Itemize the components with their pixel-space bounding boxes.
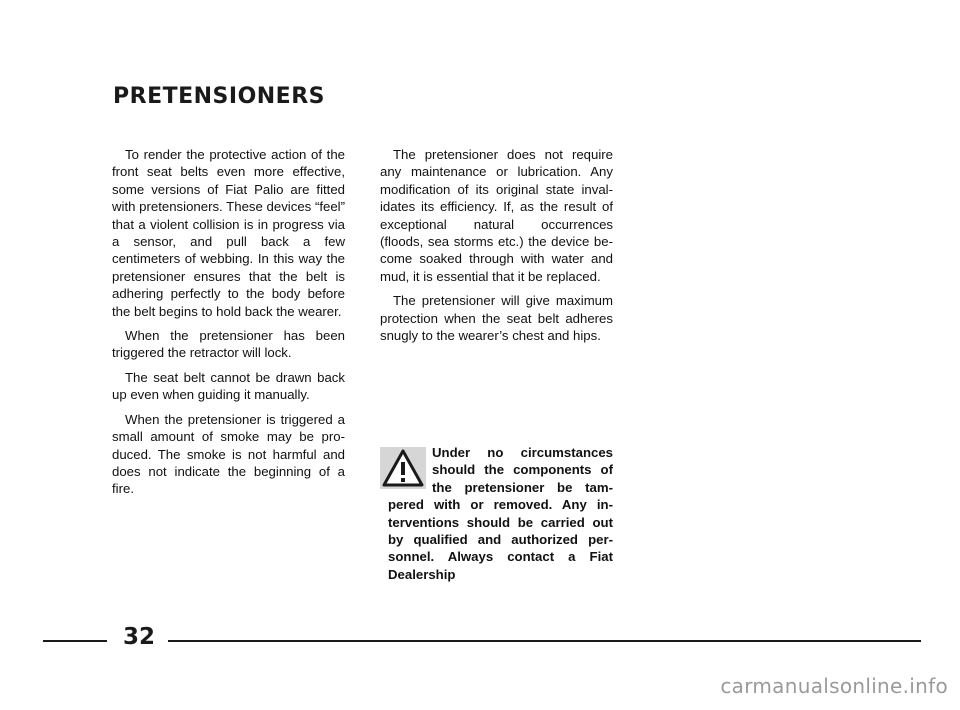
paragraph: The seat belt cannot be drawn back up even when guiding it manually.	[112, 369, 345, 403]
page-number: 32	[122, 624, 155, 650]
watermark: carmanualsonline.info	[720, 674, 948, 698]
left-column	[112, 146, 345, 505]
footer-rule-right	[168, 640, 921, 642]
paragraph: The pretensioner does not require any maintenance or lubrication. Any modification of its original state invalidates its efficiency. If, as the result of exceptional natural occurrences (floods, sea storms etc.) the device become soaked through with water and mud, it is essential that it be replaced.	[380, 147, 613, 284]
paragraph: The pretensioner will give maximum protection when the seat belt adheres snugly to the wearer’s chest and hips.	[380, 293, 613, 344]
page-title: PRETENSIONERS	[113, 84, 325, 109]
warning-box	[380, 444, 613, 583]
warning-text: Under no circumstances should the components of the pretensioner be tampered with or removed. Any interventions should be carried out by qualified and authorized personnel. Always contact a Fiat Dealership	[388, 445, 613, 582]
footer-rule-left	[43, 640, 107, 642]
paragraph: When the pretensioner has been triggered the retractor will lock.	[112, 328, 345, 361]
right-column	[380, 146, 613, 351]
paragraph: When the pretensioner is triggered a small amount of smoke may be produced. The smoke is not harmful and does not indicate the beginning of a fire.	[112, 411, 345, 497]
paragraph: To render the protective action of the front seat belts even more effective, some versions of Fiat Palio are fitted with pretensioners. These devices “feel” that a violent collision is in progress via a sensor, and pull back a few centimeters of webbing. In this way the pretensioner ensures that the belt is adhering perfectly to the body before the belt begins to hold back the wearer.	[112, 147, 345, 319]
warning-triangle-icon	[380, 447, 426, 489]
